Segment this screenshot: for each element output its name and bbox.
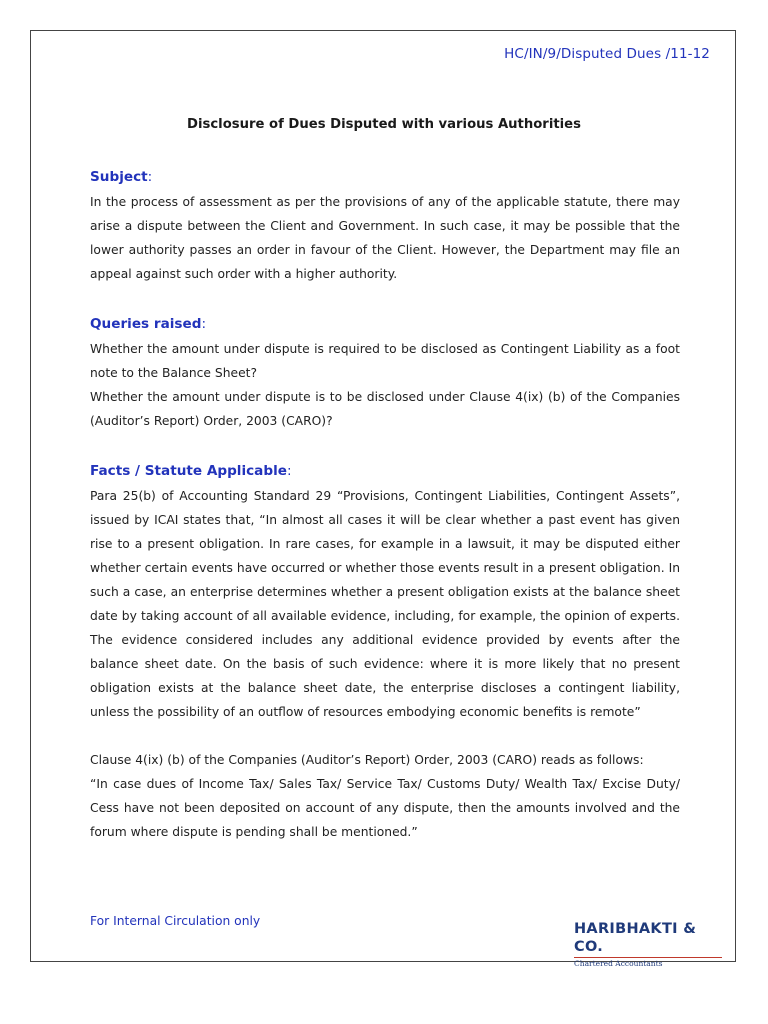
subject-heading-text: Subject — [90, 169, 148, 185]
facts-paragraph-3: “In case dues of Income Tax/ Sales Tax/ Service Tax/ Customs Duty/ Wealth Tax/ Excise Duty/ Cess have not been deposited on account of any dispute, then the amounts involved and the forum where dispute is pending shall be mentioned.” — [90, 777, 680, 839]
query-paragraph-1: Whether the amount under dispute is required to be disclosed as Contingent Liability as a foot note to the Balance Sheet? — [90, 342, 680, 380]
facts-paragraph-2: Clause 4(ix) (b) of the Companies (Auditor’s Report) Order, 2003 (CARO) reads as follows: — [90, 753, 644, 767]
facts-heading-colon: : — [286, 463, 292, 479]
footer-note: For Internal Circulation only — [90, 914, 261, 928]
subject-paragraph: In the process of assessment as per the provisions of any of the applicable statute, there may arise a dispute between the Client and Government. In such case, it may be possible that the lower authority passes an order in favour of the Client. However, the Department may file an appeal against such order with a higher authority. — [90, 195, 680, 281]
firm-logo — [574, 920, 724, 969]
subject-heading — [90, 167, 680, 187]
logo-name: HARIBHAKTI & CO. — [574, 921, 697, 955]
facts-heading-text: Facts / Statute Applicable — [90, 463, 287, 479]
facts-heading — [90, 461, 680, 481]
queries-heading — [90, 314, 680, 334]
facts-paragraph-1: Para 25(b) of Accounting Standard 29 “Provisions, Contingent Liabilities, Contingent Assets”, issued by ICAI states that, “In almost all cases it will be clear whether a past event has given rise to a present obligation. In rare cases, for example in a lawsuit, it may be disputed either whether certain events have occurred or whether those events result in a present obligation. In such a case, an enterprise determines whether a present obligation exists at the balance sheet date by taking account of all available evidence, including, for example, the opinion of experts. The evidence considered includes any additional evidence provided by events after the balance sheet date. On the basis of such evidence: where it is more likely that no present obligation exists at the balance sheet date, the enterprise discloses a contingent liability, unless the possibility of an outflow of resources embodying economic benefits is remote” — [90, 489, 680, 719]
queries-section — [90, 314, 680, 433]
logo-subtitle: Chartered Accountants — [574, 959, 663, 968]
subject-heading-colon: : — [147, 169, 153, 185]
query-paragraph-2: Whether the amount under dispute is to be disclosed under Clause 4(ix) (b) of the Companies (Auditor’s Report) Order, 2003 (CARO)? — [90, 390, 680, 428]
subject-section — [90, 167, 680, 286]
queries-heading-colon: : — [201, 316, 207, 332]
logo-divider — [574, 957, 722, 958]
facts-section — [90, 461, 680, 844]
queries-heading-text: Queries raised — [90, 316, 202, 332]
document-title: Disclosure of Dues Disputed with various Authorities — [187, 117, 581, 132]
document-reference: HC/IN/9/Disputed Dues /11-12 — [504, 46, 710, 62]
